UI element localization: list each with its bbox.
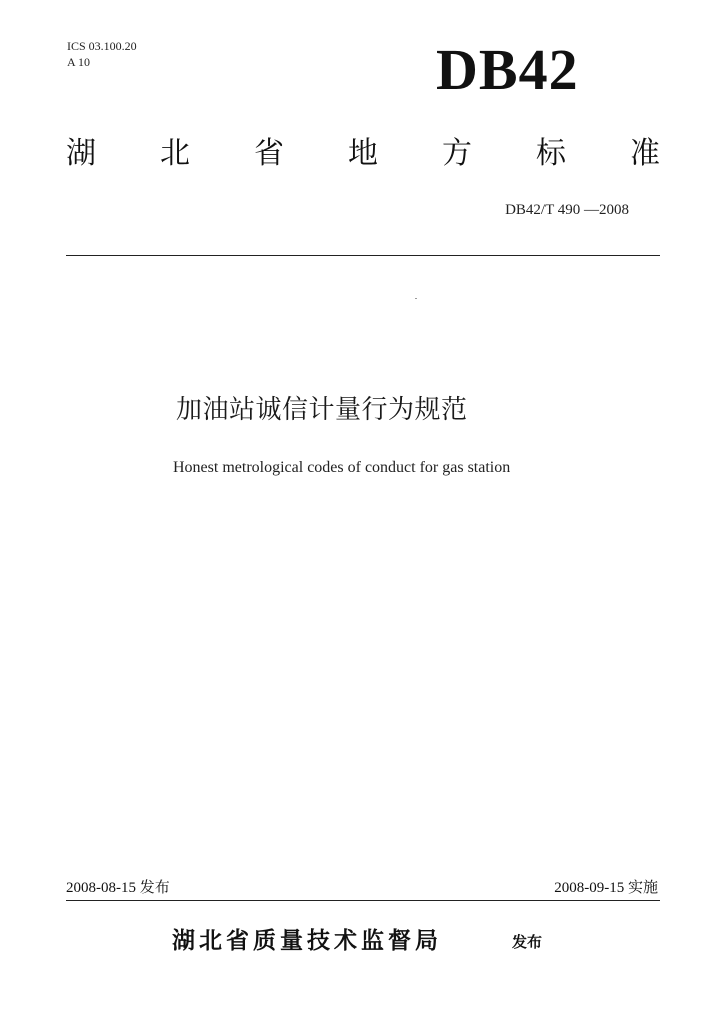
issuing-authority: 湖北省质量技术监督局	[172, 928, 442, 954]
document-title-english: Honest metrological codes of conduct for gas station	[173, 459, 511, 476]
ics-code: ICS 03.100.20	[67, 39, 137, 53]
standard-number: DB42/T 490 —2008	[505, 202, 629, 218]
scan-speck	[415, 298, 417, 299]
top-divider	[66, 255, 660, 256]
standard-type-char: 地	[348, 136, 378, 171]
class-code: A 10	[67, 55, 91, 69]
standard-type-char: 标	[536, 136, 566, 171]
standard-type-char: 方	[442, 136, 472, 171]
bottom-divider	[66, 900, 660, 901]
issuing-authority-suffix: 发布	[512, 933, 543, 951]
standard-logo: DB42	[436, 37, 579, 102]
standard-type-heading	[66, 134, 660, 174]
document-title-chinese: 加油站诚信计量行为规范	[176, 395, 468, 425]
standard-type-char: 省	[254, 136, 284, 171]
standard-type-char: 北	[160, 136, 190, 171]
standard-type-char: 准	[630, 136, 660, 171]
standard-type-char: 湖	[66, 136, 96, 171]
implementation-date: 2008-09-15 实施	[554, 880, 658, 896]
issue-date: 2008-08-15 发布	[66, 880, 170, 896]
classification-codes	[67, 38, 137, 70]
